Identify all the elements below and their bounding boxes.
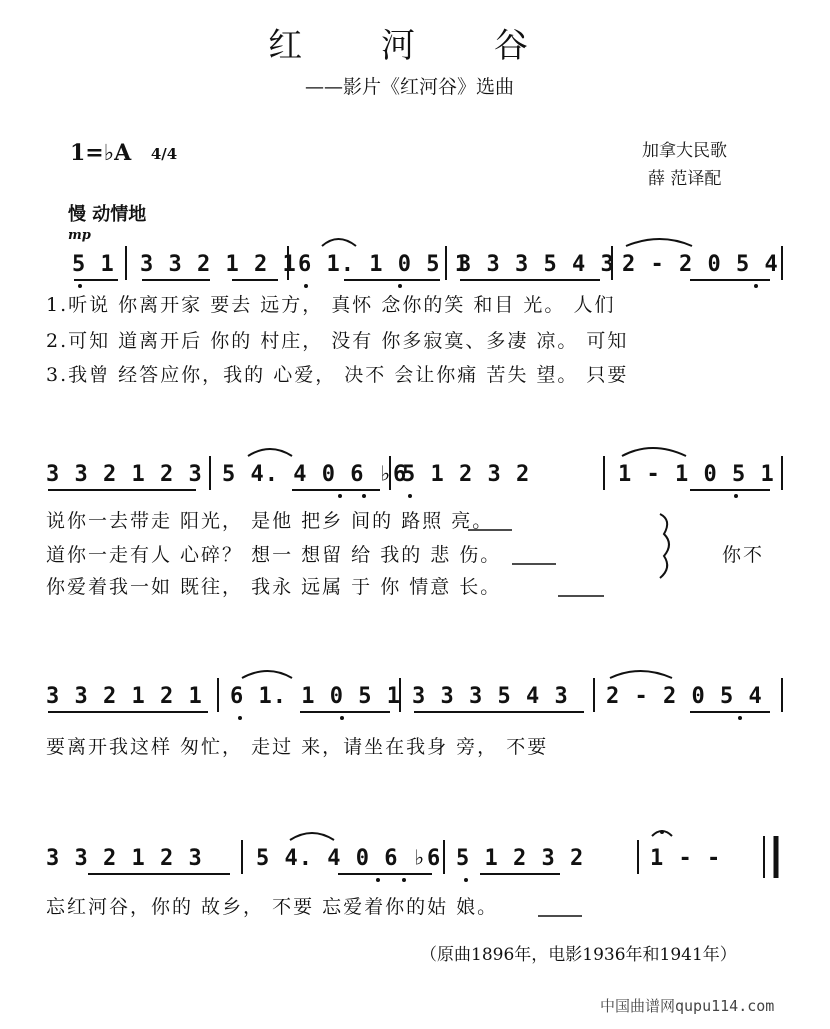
- system-2-measure-4: 1 - 1 0 5 1: [618, 462, 775, 487]
- octave-dot: [734, 494, 738, 498]
- watermark: 中国曲谱网qupu114.com: [600, 997, 775, 1015]
- key-signature: [70, 140, 177, 166]
- system-2-measure-2: 5 4. 4 0 6 ♭6: [222, 462, 408, 487]
- system-3-measure-2: 6 1. 1 0 5 1: [230, 684, 401, 709]
- song-title: 红 河 谷: [268, 26, 562, 66]
- dynamic-marking: mp: [68, 228, 91, 243]
- system-4-measure-4: 1 - -: [650, 846, 722, 871]
- octave-dot: [754, 284, 758, 288]
- system-1-lyric-2: 2.可知 道离开后 你的 村庄， 没有 你多寂寞、多凄 凉。 可知: [46, 330, 629, 352]
- tempo-marking: 慢 动情地: [68, 204, 147, 225]
- octave-dot: [362, 494, 366, 498]
- song-subtitle: ——影片《红河谷》选曲: [305, 76, 515, 98]
- system-3-measure-3: 3 3 3 5 4 3: [412, 684, 569, 709]
- system-4-measure-3: 5 1 2 3 2: [456, 846, 585, 871]
- octave-dot: [238, 716, 242, 720]
- system-3-lyric-1: 要离开我这样 匆忙， 走过 来，请坐在我身 旁， 不要: [46, 736, 549, 758]
- octave-dot: [304, 284, 308, 288]
- system-1-measure-1: 5 1: [72, 252, 115, 277]
- fermata-arc: [652, 831, 672, 836]
- octave-dot: [408, 494, 412, 498]
- system-2-lyric-3: 你爱着我一如 既往， 我永 远属 于 你 情意 长。: [46, 576, 502, 598]
- tie: [610, 671, 672, 678]
- octave-dot: [402, 878, 406, 882]
- fermata-dot: [660, 830, 664, 834]
- tie: [248, 449, 292, 456]
- tie: [626, 239, 692, 246]
- system-2-aside: 你不: [722, 544, 765, 566]
- tie: [322, 239, 356, 246]
- system-1-measure-5: 2 - 2 0 5 4: [622, 252, 779, 277]
- system-1-lyric-1: 1.听说 你离开家 要去 远方， 真怀 念你的笑 和目 光。 人们: [46, 294, 616, 316]
- system-4-measure-2: 5 4. 4 0 6 ♭6: [256, 846, 442, 871]
- system-3-measure-4: 2 - 2 0 5 4: [606, 684, 763, 709]
- system-3-measure-1: 3 3 2 1 2 1: [46, 684, 203, 709]
- tie: [242, 671, 292, 678]
- key-signature-text: 1=♭A: [70, 140, 132, 166]
- octave-dot: [738, 716, 742, 720]
- footnote: （原曲1896年，电影1936年和1941年）: [420, 945, 737, 965]
- system-1-measure-2: 3 3 2 1 2 1: [140, 252, 297, 277]
- octave-dot: [338, 494, 342, 498]
- credit-translator: 薛 范译配: [648, 169, 722, 189]
- octave-dot: [340, 716, 344, 720]
- system-1-measure-4: 3 3 3 5 4 3: [458, 252, 615, 277]
- system-4-lyric-1: 忘红河谷，你的 故乡， 不要 忘爱着你的姑 娘。: [46, 896, 499, 918]
- system-1-lyric-3: 3.我曾 经答应你，我的 心爱， 决不 会让你痛 苦失 望。 只要: [46, 364, 629, 386]
- octave-dot: [464, 878, 468, 882]
- octave-dot: [398, 284, 402, 288]
- system-2-lyric-1: 说你一去带走 阳光， 是他 把乡 间的 路照 亮。: [46, 510, 494, 532]
- system-1-measure-3: 6 1. 1 0 5 1: [298, 252, 469, 277]
- time-signature: 4/4: [150, 145, 178, 163]
- octave-dot: [376, 878, 380, 882]
- tie: [290, 833, 334, 840]
- system-2-lyric-2: 道你一走有人 心碎？ 想一 想留 给 我的 悲 伤。: [46, 544, 502, 566]
- system-2-measure-3: 5 1 2 3 2: [402, 462, 531, 487]
- system-2-measure-1: 3 3 2 1 2 3: [46, 462, 203, 487]
- lyric-brace: [660, 514, 669, 578]
- system-4-measure-1: 3 3 2 1 2 3: [46, 846, 203, 871]
- tie: [622, 448, 686, 456]
- octave-dot: [78, 284, 82, 288]
- credit-origin: 加拿大民歌: [642, 141, 727, 161]
